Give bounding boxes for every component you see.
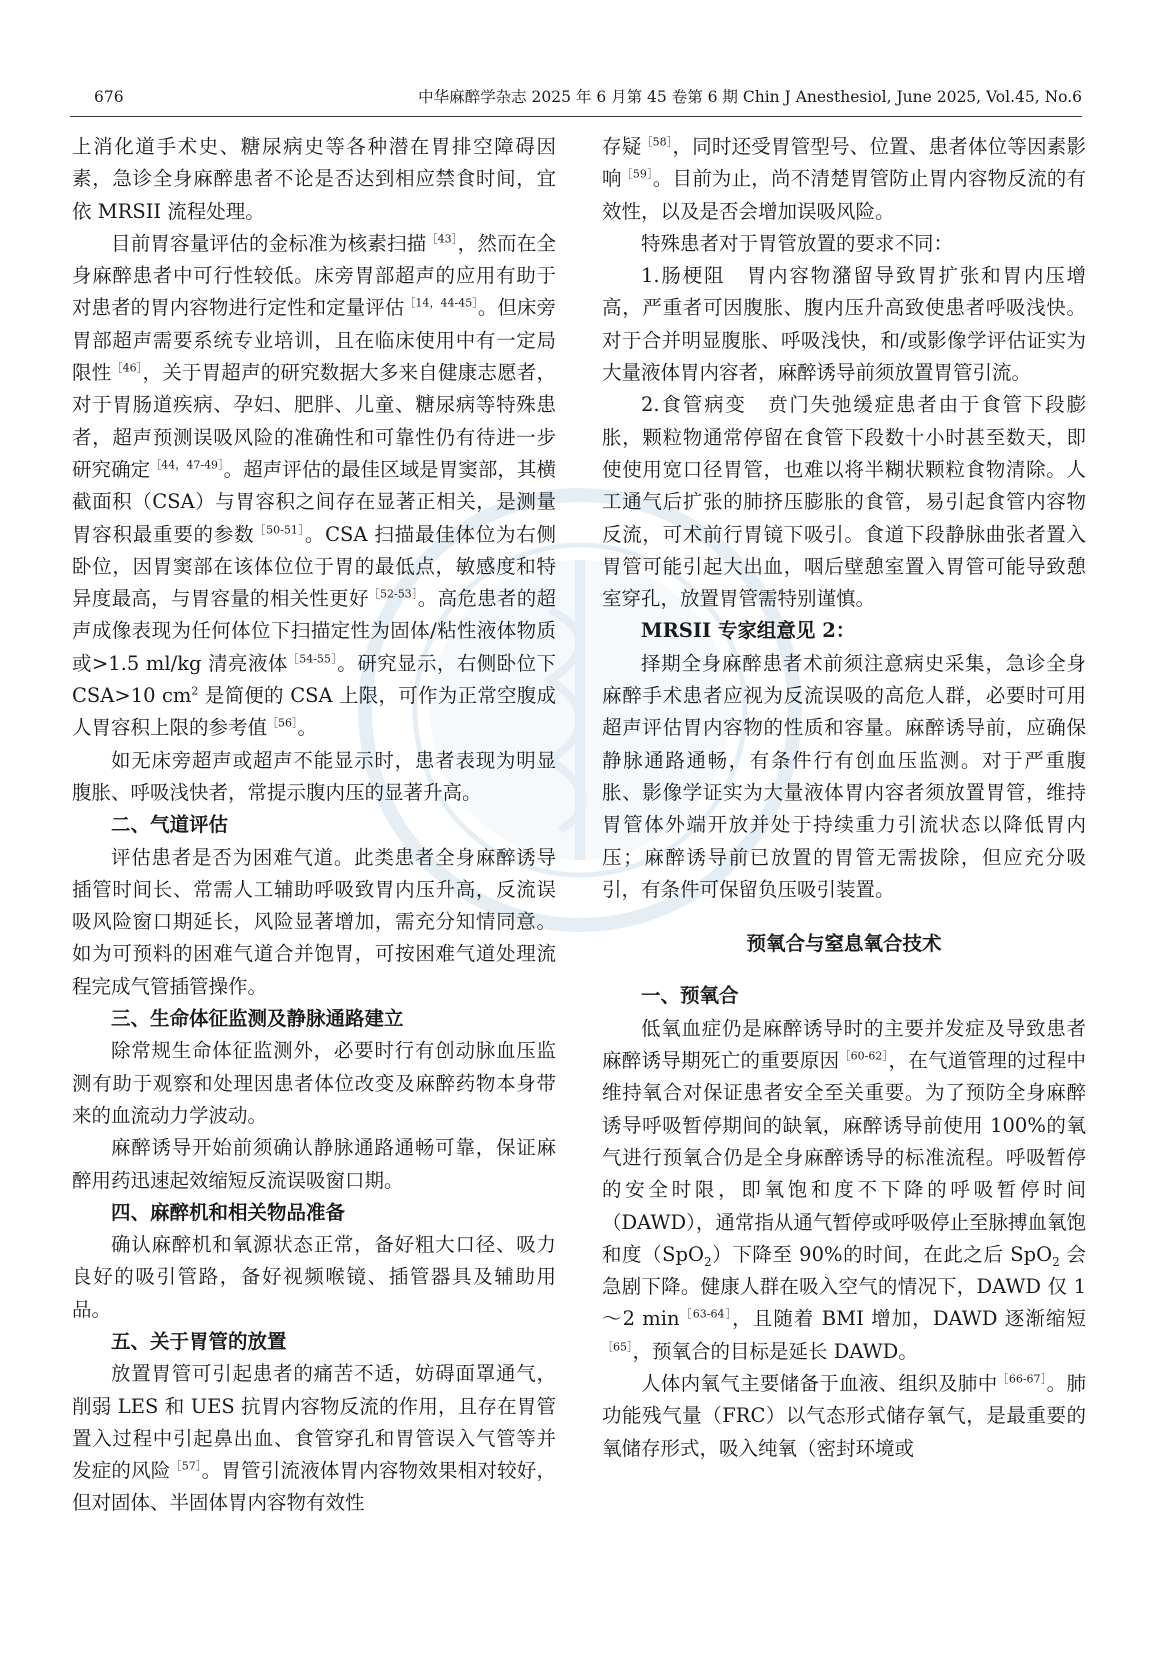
citation[interactable]: ［58］ [641,135,673,149]
paragraph-gastric-volume: 目前胃容量评估的金标准为核素扫描$^{[43]}$，然而在全身麻醉患者中可行性较低。床旁胃部超声的应用有助于对患者的胃内容物进行定性和定量评估$^{[14,44-45]}$。但床旁胃部超声需要系统专业培训，且在临床使用中有一定局限性$^{[46]}$，关于胃超声的研究数据大多来自健康志愿者，对于胃肠道疾病、孕妇、肥胖、儿童、糖尿病等特殊患者，超声预测误吸风险的准确性和可靠性仍有待进一步研究确定$^{[44,47-49]}$。超声评估的最佳区域是胃窦部，其横截面积（CSA）与胃容积之间存在显著正相关，是测量胃容积最重要的参数$^{[50-51]}$。CSA 扫描最佳体位为右侧卧位，因胃窦部在该体位位于胃的最低点，敏感度和特异度最高，与胃容量的相关性更好$^{[52-53]}$。高危患者的超声成像表现为任何体位下扫描定性为固体/粘性液体物质或>1.5 ml/kg 清亮液体$^{[54-55]}$。研究显示，右侧卧位下 CSA>10 $cm^2$ 是简便的 CSA 上限，可作为正常空腹成人胃容积上限的参考值$^{[56]}$。 [72,231,556,740]
section-title: 预氧合与窒息氧合技术 [746,932,942,956]
paragraph-vital-monitoring: 除常规生命体征监测外，必要时行有创动脉血压监测有助于观察和处理因患者体位改变及麻醉药物本身带来的血流动力学波动。 [72,1039,556,1127]
heading-vital-signs: 三、生命体征监测及静脉通路建立 [111,1007,404,1031]
citation[interactable]: ［44，47-49］ [150,458,224,472]
heading-airway: 二、气道评估 [111,813,229,837]
paragraph-iv-access: 麻醉诱导开始前须确认静脉通路通畅可靠，保证麻醉用药迅速起效缩短反流误吸窗口期。 [72,1136,556,1192]
citation[interactable]: ［50-51］ [254,523,305,537]
page-header [70,82,1082,112]
paragraph-oxygen-storage: 人体内氧气主要储备于血液、组织及肺中$^{[66-67]}$。肺功能残气量（FRC）以气态形式储存氧气，是最重要的氧储存形式，吸入纯氧（密封环境或 [602,1371,1086,1460]
heading-expert-opinion: MRSII 专家组意见 2： [641,619,856,643]
citation[interactable]: ［43］ [426,232,458,246]
citation[interactable]: ［63-64］ [679,1307,733,1321]
citation[interactable]: ［46］ [111,361,143,375]
header-rule [70,116,1082,117]
heading-preoxygenation: 一、预氧合 [641,984,739,1008]
paragraph-continuation: 上消化道手术史、糖尿病史等各种潜在胃排空障碍因素，急诊全身麻醉患者不论是否达到相应禁食时间，宜依 MRSII 流程处理。 [72,135,556,223]
paragraph-bowel-obstruction: 1.肠梗阻 胃内容物潴留导致胃扩张和胃内压增高，严重者可因腹胀、腹内压升高致使患者呼吸浅快。对于合并明显腹胀、呼吸浅快，和/或影像学评估证实为大量液体胃内容者，麻醉诱导前须放置胃管引流。 [602,264,1086,385]
paragraph-special-patients: 特殊患者对于胃管放置的要求不同： [641,231,954,255]
paragraph-esophageal-disease: 2.食管病变 贲门失弛缓症患者由于食管下段膨胀，颗粒物通常停留在食管下段数十小时甚至数天，即使使用宽口径胃管，也难以将半糊状颗粒食物清除。人工通气后扩张的肺挤压膨胀的食管，易引起食管内容物反流，可术前行胃镜下吸引。食道下段静脉曲张者置入胃管可能引起大出血，咽后壁憩室置入胃管可能导致憩室穿孔，放置胃管需特别谨慎。 [602,393,1086,611]
paragraph-no-ultrasound: 如无床旁超声或超声不能显示时，患者表现为明显腹胀、呼吸浅快者，常提示腹内压的显著升高。 [72,748,556,804]
paragraph-gastric-tube: 放置胃管可引起患者的痛苦不适，妨碍面罩通气，削弱 LES 和 UES 抗胃内容物反流的作用，且存在胃管置入过程中引起鼻出血、食管穿孔和胃管误入气管等并发症的风险$^{[57]}$。胃管引流液体胃内容物效果相对较好，但对固体、半固体胃内容物有效性 [72,1362,556,1515]
citation[interactable]: ［60-62］ [839,1049,889,1063]
paragraph-continuation: 存疑$^{[58]}$，同时还受胃管型号、位置、患者体位等因素影响$^{[59]}$。目前为止，尚不清楚胃管防止胃内容物反流的有效性，以及是否会增加误吸风险。 [602,135,1086,223]
paragraph-airway: 评估患者是否为困难气道。此类患者全身麻醉诱导插管时间长、常需人工辅助呼吸致胃内压升高，反流误吸风险窗口期延长，风险显著增加，需充分知情同意。如为可预料的困难气道合并饱胃，可按困难气道处理流程完成气管插管操作。 [72,845,556,998]
citation[interactable]: ［52-53］ [368,587,418,601]
page-number: 676 [94,88,124,106]
heading-anesthesia-machine: 四、麻醉机和相关物品准备 [111,1200,346,1224]
paragraph-machine-prep: 确认麻醉机和氧源状态正常，备好粗大口径、吸力良好的吸引管路，备好视频喉镜、插管器具及辅助用品。 [72,1233,556,1321]
heading-gastric-tube: 五、关于胃管的放置 [111,1329,287,1353]
paragraph-expert-opinion: 择期全身麻醉患者术前须注意病史采集，急诊全身麻醉手术患者应视为反流误吸的高危人群，必要时可用超声评估胃内容物的性质和容量。麻醉诱导前，应确保静脉通路通畅，有条件行有创血压监测。对于严重腹胀、影像学证实为大量液体胃内容者须放置胃管，维持胃管体外端开放并处于持续重力引流状态以降低胃内压；麻醉诱导前已放置的胃管无需拔除，但应充分吸引，有条件可保留负压吸引装置。 [602,651,1086,901]
right-column [602,131,1086,1631]
left-column [72,131,556,1631]
citation[interactable]: ［14，44-45］ [404,296,478,310]
citation[interactable]: ［56］ [267,716,298,730]
journal-running-title: 中华麻醉学杂志 2025 年 6 月第 45 卷第 6 期 Chin J Anesthesiol, June 2025, Vol.45, No.6 [418,88,1082,106]
citation[interactable]: ［59］ [621,167,653,181]
citation[interactable]: ［66-67］ [997,1372,1047,1386]
citation[interactable]: ［65］ [602,1340,633,1354]
citation[interactable]: ［57］ [170,1459,202,1473]
citation[interactable]: ［54-55］ [287,652,338,666]
paragraph-hypoxemia: 低氧血症仍是麻醉诱导时的主要并发症及导致患者麻醉诱导期死亡的重要原因$^{[60-62]}$，在气道管理的过程中维持氧合对保证患者安全至关重要。为了预防全身麻醉诱导呼吸暂停期间的缺氧，麻醉诱导前使用 100%的氧气进行预氧合仍是全身麻醉诱导的标准流程。呼吸暂停的安全时限，即氧饱和度不下降的呼吸暂停时间（DAWD），通常指从通气暂停或呼吸停止至脉搏血氧饱和度（SpO$_2$）下降至 90%的时间，在此之后 SpO$_2$ 会急剧下降。健康人群在吸入空气的情况下，DAWD 仅 1～2 $\min^{[63-64]}$，且随着 BMI 增加，DAWD 逐渐缩短$^{[65]}$，预氧合的目标是延长 DAWD。 [602,1016,1086,1363]
